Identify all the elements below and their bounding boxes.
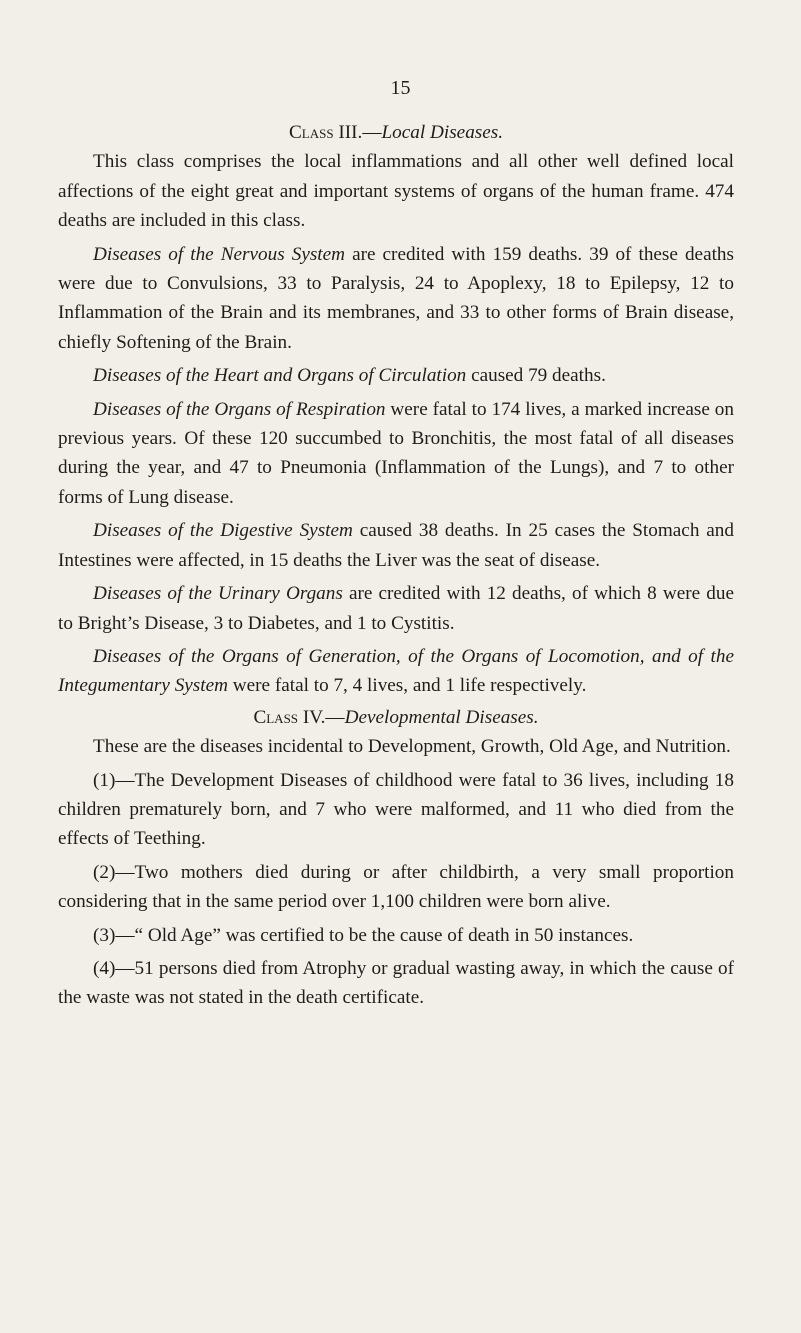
respiration-text: were fatal to 174 lives, a marked increase on previous years. Of these 120 succumbed to Bronchitis, the most fatal of all diseases during the year, and 47 to Pneumonia (Inflammation of the Lungs), and 7 to other forms of Lung disease. bbox=[58, 398, 734, 508]
class-iv-numeral: IV. bbox=[302, 706, 326, 728]
class-iv-heading bbox=[58, 703, 734, 732]
class-iii-title: Local Diseases. bbox=[381, 122, 504, 143]
respiration-paragraph bbox=[58, 395, 734, 513]
generation-title-2: and of the Integumentary System bbox=[58, 645, 734, 697]
heart-paragraph bbox=[58, 361, 734, 390]
respiration-title: Diseases of the Organs of Respiration bbox=[93, 398, 386, 420]
class-iii-numeral: III. bbox=[338, 122, 363, 143]
page-body bbox=[58, 118, 734, 1013]
list-item: (3)—“ Old Age” was certified to be the cause of death in 50 instances. bbox=[93, 924, 634, 946]
class-iv-dash: — bbox=[325, 706, 345, 728]
digestive-text: caused 38 deaths. In 25 cases the Stomach and Intestines were affected, in 15 deaths the Liver was the seat of disease. bbox=[58, 520, 734, 571]
class-iii-intro: This class comprises the local inflammations and all other well defined local affections of the eight great and important systems of organs of the human frame. 474 deaths are included in this class. bbox=[58, 151, 734, 232]
nervous-system-paragraph bbox=[58, 240, 734, 358]
heart-text: caused 79 deaths. bbox=[466, 365, 606, 387]
list-item: (4)—51 persons died from Atrophy or gradual wasting away, in which the cause of the waste was not stated in the death certificate. bbox=[58, 957, 734, 1009]
generation-title-1: Diseases of the Organs of Generation, of the Organs of Locomotion, bbox=[93, 645, 645, 667]
digestive-paragraph bbox=[58, 516, 734, 575]
class-iii-label: Class bbox=[288, 122, 334, 143]
page-number: 15 bbox=[390, 77, 411, 99]
list-item: (2)—Two mothers died during or after childbirth, a very small proportion considering that in the same period over 1,100 children were born alive. bbox=[58, 861, 734, 913]
heart-title: Diseases of the Heart and Organs of Circulation bbox=[93, 365, 467, 387]
urinary-text: are credited with 12 deaths, of which 8 were due to Bright’s Disease, 3 to Diabetes, and 1 to Cystitis. bbox=[58, 583, 734, 634]
urinary-title: Diseases of the Urinary Organs bbox=[93, 583, 343, 605]
nervous-system-title: Diseases of the Nervous System bbox=[93, 243, 346, 265]
generation-text: were fatal to 7, 4 lives, and 1 life respectively. bbox=[227, 675, 587, 697]
developmental-intro: These are the diseases incidental to Development, Growth, Old Age, and Nutrition. bbox=[93, 736, 731, 758]
class-iii-heading bbox=[58, 118, 734, 147]
digestive-title: Diseases of the Digestive System bbox=[93, 520, 353, 542]
list-item: (1)—The Development Diseases of childhood were fatal to 36 lives, including 18 children prematurely born, and 7 who were malformed, and 11 who died from the effects of Teething. bbox=[58, 769, 734, 850]
nervous-system-text: are credited with 159 deaths. 39 of these deaths were due to Convulsions, 33 to Paralysis, 24 to Apoplexy, 18 to Epilepsy, 12 to Inflammation of the Brain and its membranes, and 33 to other forms of Brain disease, chiefly Softening of the Brain. bbox=[58, 243, 734, 353]
urinary-paragraph bbox=[58, 579, 734, 638]
class-iii-dash: — bbox=[362, 122, 382, 143]
class-iv-title: Developmental Diseases. bbox=[344, 706, 539, 728]
generation-paragraph bbox=[58, 642, 734, 701]
class-iv-label: Class bbox=[253, 706, 299, 728]
